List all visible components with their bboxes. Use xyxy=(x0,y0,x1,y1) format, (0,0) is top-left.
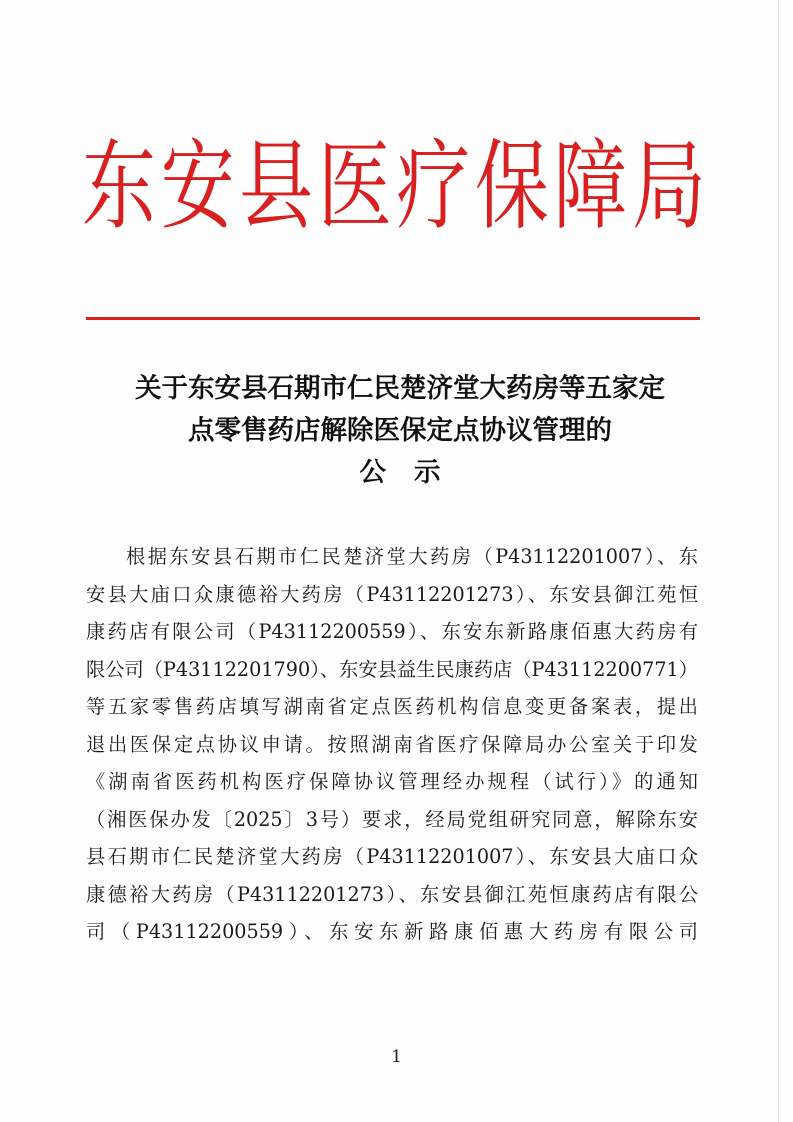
masthead-char: 保 xyxy=(474,130,549,244)
masthead-agency-name xyxy=(82,128,706,246)
body-line: 退出医保定点协议申请。按照湖南省医疗保障局办公室关于印发 xyxy=(86,732,698,756)
body-line: 县石期市仁民楚济堂大药房（P43112201007）、东安县大庙口众 xyxy=(86,845,698,868)
title-line-1: 关于东安县石期市仁民楚济堂大药房等五家定 xyxy=(135,373,665,404)
body-line: 司（P43112200559）、东安东新路康佰惠大药房有限公司 xyxy=(86,920,698,943)
masthead-char: 局 xyxy=(631,130,706,244)
body-line: 安县大庙口众康德裕大药房（P43112201273）、东安县御江苑恒 xyxy=(86,582,698,606)
masthead-char: 东 xyxy=(82,130,156,244)
document-title xyxy=(70,368,730,494)
title-line-3: 公示 xyxy=(359,457,469,488)
red-header-rule xyxy=(86,317,700,320)
body-line: 康德裕大药房（P43112201273）、东安县御江苑恒康药店有限公 xyxy=(86,882,698,906)
masthead-char: 安 xyxy=(160,130,235,244)
masthead-char: 医 xyxy=(317,130,392,244)
body-line: 限公司（P43112201790）、东安县益生民康药店（P43112200771） xyxy=(86,657,698,681)
body-line: 等五家零售药店填写湖南省定点医药机构信息变更备案表，提出 xyxy=(86,695,698,718)
title-line-2: 点零售药店解除医保定点协议管理的 xyxy=(188,415,612,446)
body-line: （湘医保办发〔2025〕3号）要求，经局党组研究同意，解除东安 xyxy=(86,807,698,831)
body-line: 根据东安县石期市仁民楚济堂大药房（P43112201007）、东 xyxy=(126,545,698,568)
masthead-char: 疗 xyxy=(396,130,471,244)
document-body xyxy=(86,538,698,951)
scan-edge-line xyxy=(778,0,779,1122)
masthead-char: 障 xyxy=(553,130,628,244)
body-line: 《湖南省医药机构医疗保障协议管理经办规程（试行）》的通知 xyxy=(86,770,698,793)
masthead-char: 县 xyxy=(239,130,314,244)
page-number: 1 xyxy=(391,1047,402,1067)
body-line: 康药店有限公司（P43112200559）、东安东新路康佰惠大药房有 xyxy=(86,620,698,643)
